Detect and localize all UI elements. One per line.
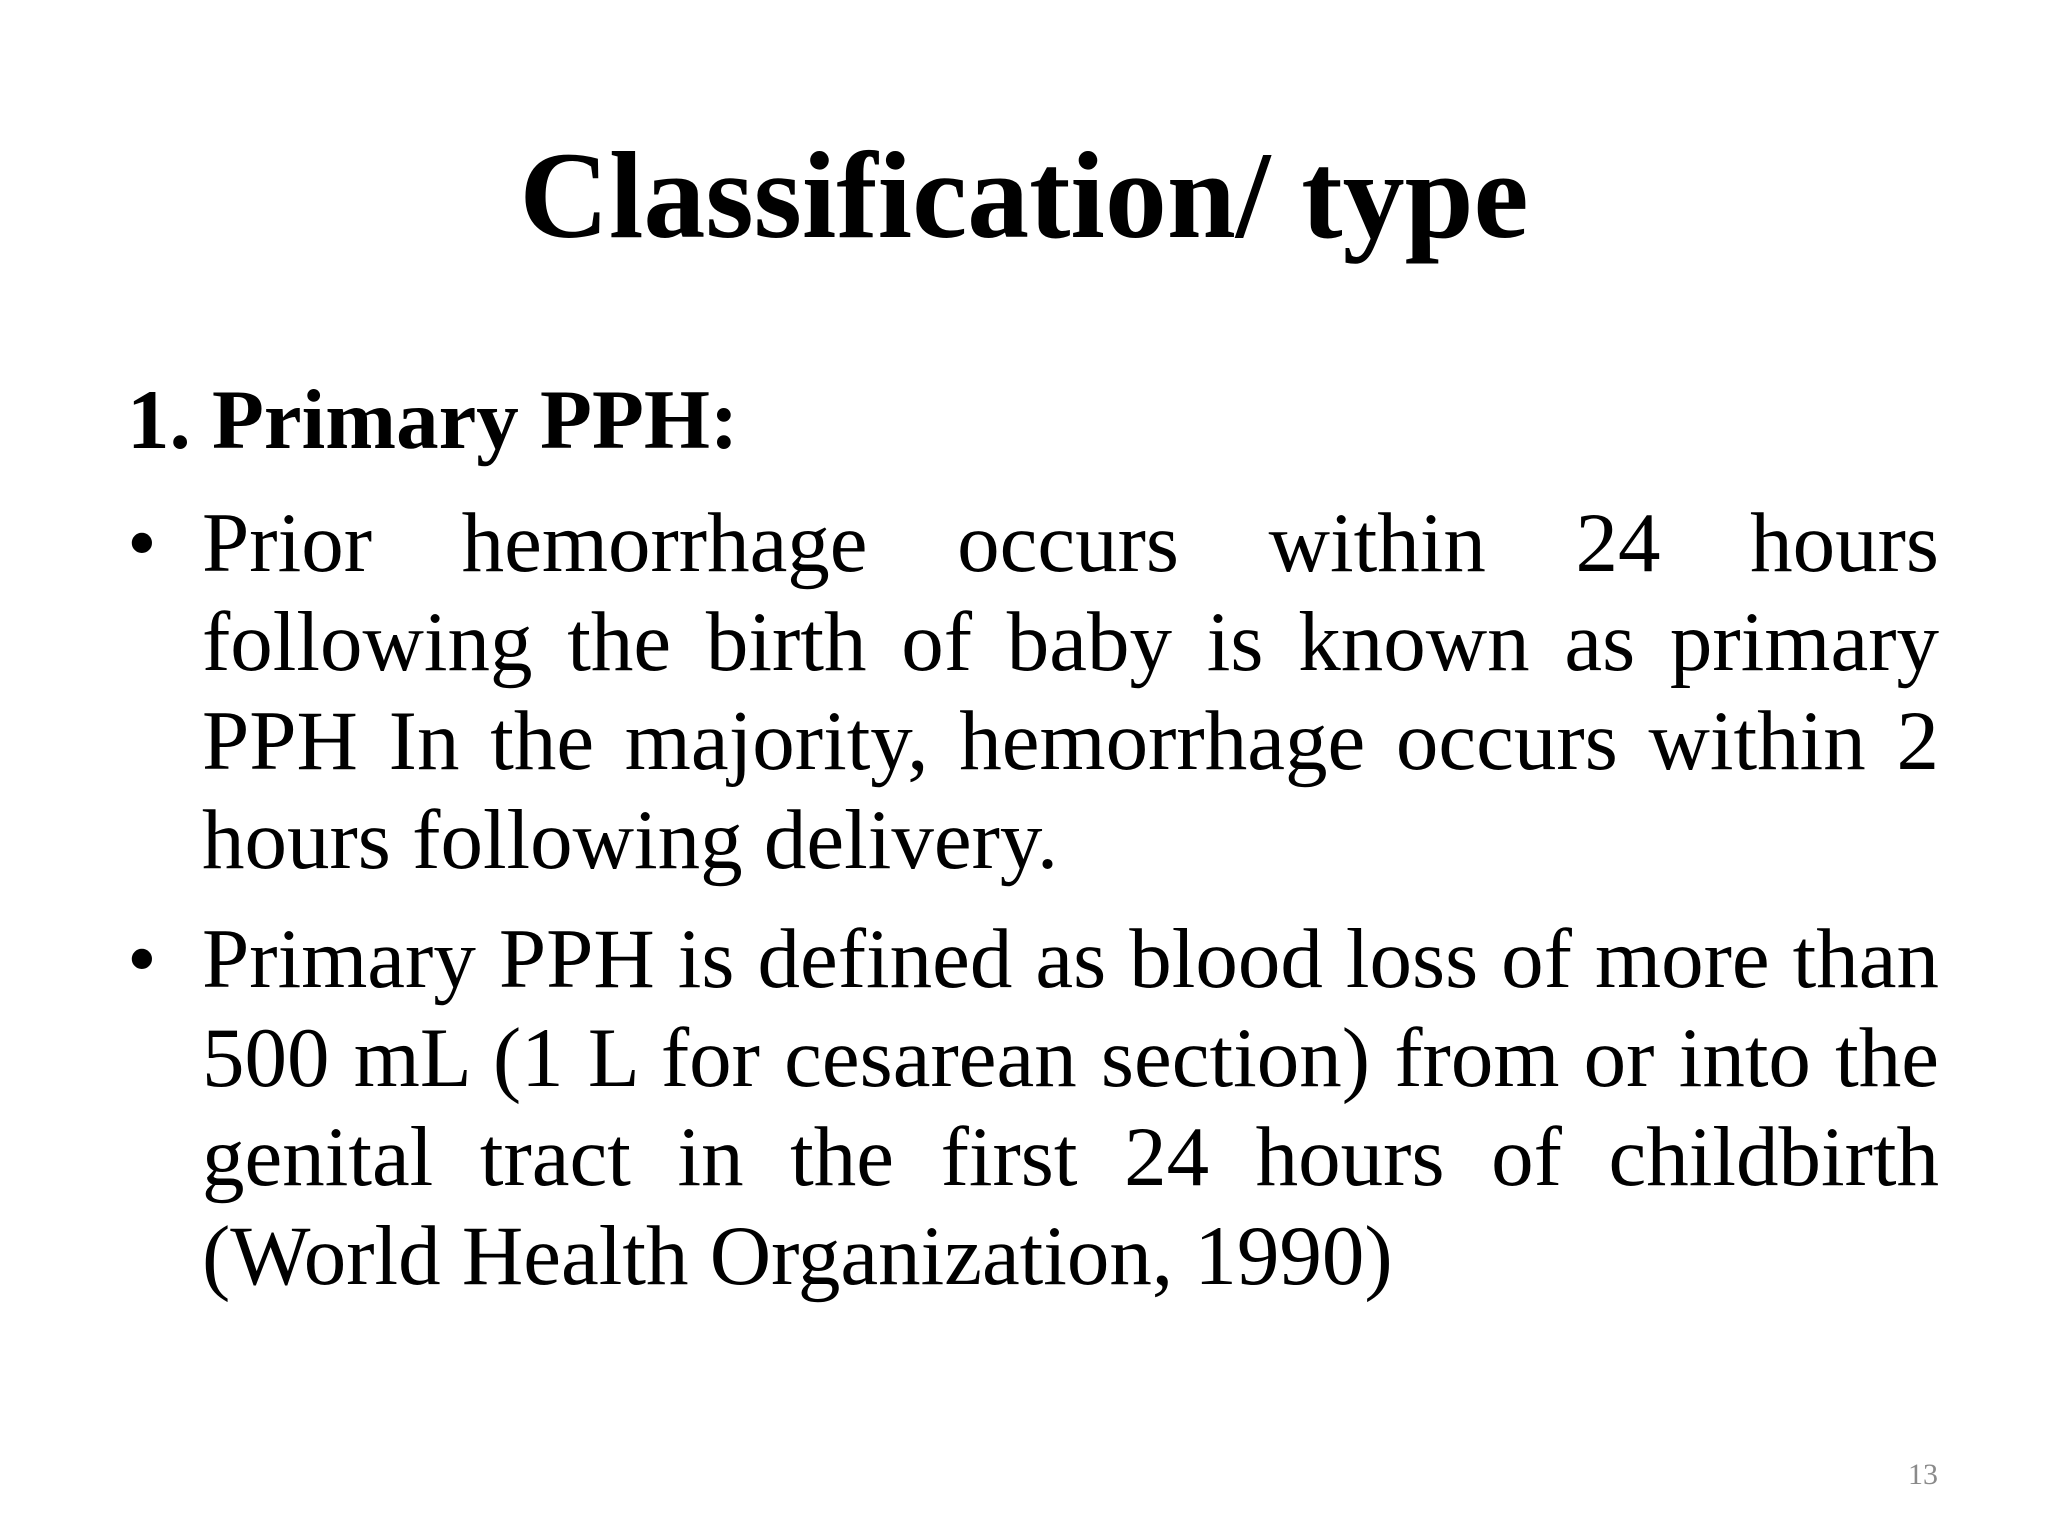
bullet-marker: •	[127, 496, 157, 590]
bullet-text: Primary PPH is defined as blood loss of more than 500 mL (1 L for cesarean section) from or into the genital tract in the first 24 hours of childbirth (World Health Organization, 1990)	[202, 912, 1939, 1303]
bullet-list	[127, 494, 1939, 1326]
bullet-marker: •	[127, 912, 157, 1006]
slide-title: Classification/ type	[519, 127, 1529, 264]
page-number: 13	[1908, 1458, 1938, 1491]
bullet-item	[127, 910, 1939, 1306]
bullet-item	[127, 494, 1939, 890]
bullet-text: Prior hemorrhage occurs within 24 hours following the birth of baby is known as primary PPH In the majority, hemorrhage occurs within 2 hours following delivery.	[202, 496, 1939, 887]
section-heading: 1. Primary PPH:	[127, 373, 739, 467]
